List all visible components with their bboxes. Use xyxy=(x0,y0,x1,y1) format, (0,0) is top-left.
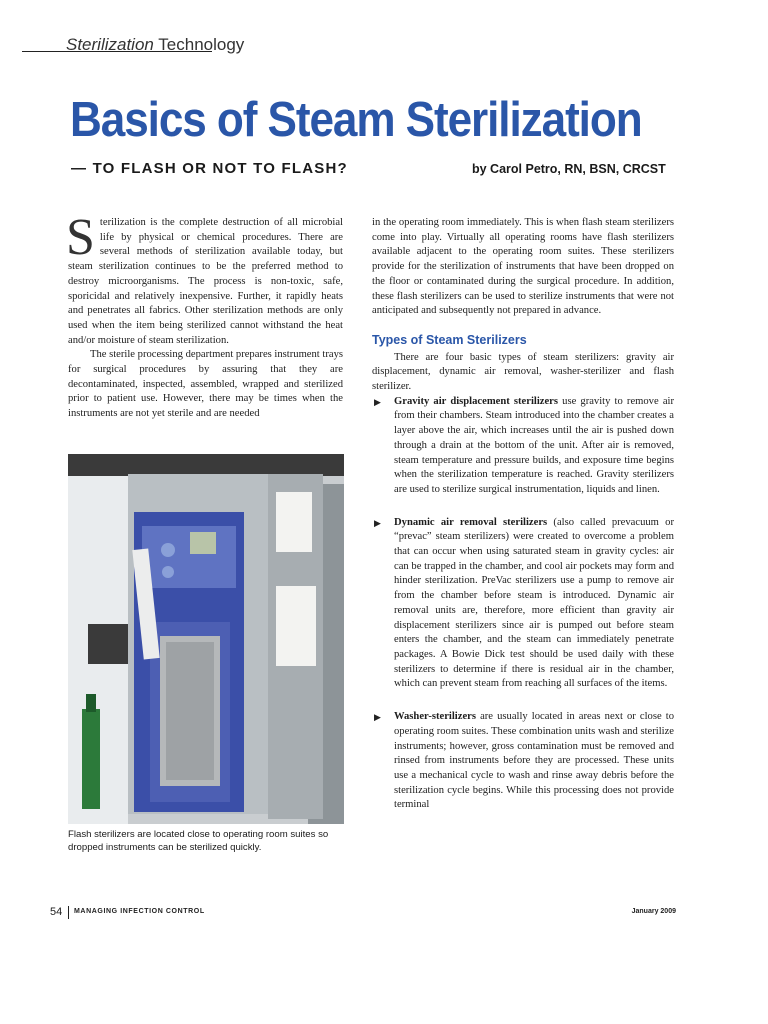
bullet-gravity xyxy=(372,395,674,498)
sterilizer-photo xyxy=(68,454,344,824)
types-intro: There are four basic types of steam sterilizers: gravity air displacement, dynamic air removal, washer-sterilizer and flash sterilizer. xyxy=(372,351,674,393)
bullet-washer xyxy=(372,710,674,813)
photo-caption: Flash sterilizers are located close to operating room suites so dropped instruments can be sterilized quickly. xyxy=(68,829,329,853)
bullet-gravity-text: use gravity to remove air from their chambers. Steam introduced into the chamber creates a layer above the air, which increases until the air is pushed down through a drain at the bottom of the unit. After air is removed, steam temperature and pressure builds, and exposure time begins when the sterilization temperature is reached. Gravity sterilizers are used to sterilize surgical instrumentation, liquids and linen. xyxy=(394,395,674,495)
bullet-washer-term: Washer-sterilizers xyxy=(394,711,476,723)
footer-divider xyxy=(68,906,69,919)
article-subtitle: — TO FLASH OR NOT TO FLASH? xyxy=(71,160,348,177)
article-title: Basics of Steam Sterilization xyxy=(70,93,642,147)
section-header xyxy=(22,34,272,54)
bullet-dynamic xyxy=(372,516,674,692)
bullet-dynamic-term: Dynamic air removal sterilizers xyxy=(394,516,548,528)
bullet-washer-text: are usually located in areas next or close to operating room suites. These combination units wash and sterilize instruments; however, gross contamination must be removed and rinsed from instruments before they are processed. These units use a mechanical cycle to wash and rinse away debris before the sterilization cycle begins. While this processing does not provide terminal xyxy=(394,711,674,811)
page-footer xyxy=(50,906,676,920)
drop-cap: S xyxy=(66,209,95,266)
section-word-2: Technology xyxy=(158,35,245,54)
second-paragraph: The sterile processing department prepares instrument trays for surgical procedures by assuring that they are decontaminated, inspected, assembled, wrapped and sterilized prior to patient use. However, there may be times when the instruments are not yet sterile and are needed xyxy=(68,349,343,420)
left-column xyxy=(66,209,343,422)
sterilizer-illustration xyxy=(68,454,344,824)
right-column xyxy=(372,216,674,813)
section-label xyxy=(66,35,244,55)
intro-text: terilization is the complete destruction of all microbial life by physical or chemical procedures. There are several methods of sterilization available today, but steam sterilization continues to be the preferred method to destroy microorganisms. The process is non-toxic, safe, sporicidal and relatively inexpensive. Further, it rapidly heats and penetrates all fabrics. Other sterilization methods are only used when the item being sterilized cannot withstand the heat and/or moisture of steam sterilization. xyxy=(68,217,343,346)
section-word-1: Sterilization xyxy=(66,35,154,54)
right-triangle-icon: ▶ xyxy=(374,517,381,528)
bullet-dynamic-text: (also called prevacuum or “prevac” steam sterilizers) were created to overcome a problem that can occur when using saturated steam in gravity cycles: air can be trapped in the chamber, and cool air pockets may form and hinder sterilization. PreVac sterilizers use a pump to remove air from the chamber before steam is introduced. Dynamic air removal units are, therefore, more efficient than gravity air displacement sterilizers since air is pumped out before steam enters the chamber, and the steam can immediately penetrate packages. A Bowie Dick test should be used daily with these sterilizers to determine if there is residual air in the chamber, which can prevent steam from reaching all surfaces of the items. xyxy=(394,516,674,690)
magazine-name: MANAGING INFECTION CONTROL xyxy=(74,908,205,915)
page-number: 54 xyxy=(50,906,63,918)
continued-paragraph: in the operating room immediately. This is when flash steam sterilizers come into play. Virtually all operating rooms have flash sterilizers available adjacent to the operating room suites. These sterilizers provide for the sterilization of instruments that have been dropped on the floor or contaminated during the surgical procedure. In addition, these flash sterilizers can be used to sterilize instruments that were not anticipated and subsequently not prepared in advance. xyxy=(372,217,674,317)
intro-paragraph xyxy=(66,209,343,348)
right-triangle-icon: ▶ xyxy=(374,396,381,407)
right-triangle-icon: ▶ xyxy=(374,712,381,723)
subheading-types: Types of Steam Sterilizers xyxy=(372,332,527,347)
issue-date: January 2009 xyxy=(631,908,676,915)
article-byline: by Carol Petro, RN, BSN, CRCST xyxy=(472,162,666,176)
bullet-gravity-term: Gravity air displacement sterilizers xyxy=(394,395,559,407)
